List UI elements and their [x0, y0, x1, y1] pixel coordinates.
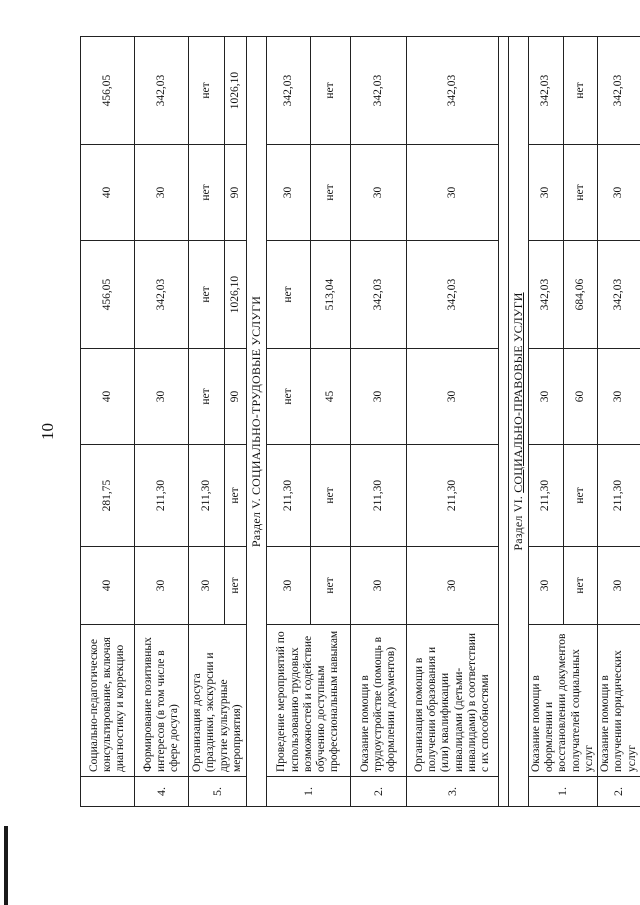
cell-value: нет: [311, 547, 351, 625]
service-name: Организация досуга (праздники, экскурсии и другие культурные мероприятия): [189, 625, 247, 777]
cell-value: 342,03: [351, 241, 407, 349]
cell-value: 342,03: [598, 241, 640, 349]
cell-value: 342,03: [529, 37, 564, 145]
cell-value: 90: [225, 349, 247, 445]
cell-value: 40: [81, 547, 135, 625]
cell-value: нет: [563, 547, 598, 625]
row-number: 2.: [598, 777, 640, 807]
cell-value: 30: [407, 547, 499, 625]
cell-value: нет: [189, 349, 225, 445]
service-name: Организация помощи в получении образования и (или) квалификации инвалидами (детьми-инвалидами) в соответствии с их способностями: [407, 625, 499, 777]
cell-value: 30: [407, 145, 499, 241]
service-name: Социально-педагогическое консультирование, включая диагностику и коррекцию: [81, 625, 135, 777]
spacer-row: [499, 37, 509, 807]
cell-value: 211,30: [351, 445, 407, 547]
table-row: [81, 37, 135, 807]
section-prefix: Раздел VI.: [510, 492, 525, 551]
page-number: 10: [38, 423, 57, 440]
row-number: 2.: [351, 777, 407, 807]
cell-value: 342,03: [407, 241, 499, 349]
cell-value: 211,30: [189, 445, 225, 547]
cell-value: 30: [598, 349, 640, 445]
cell-value: 30: [351, 547, 407, 625]
scan-edge-mark: [4, 826, 8, 905]
cell-value: нет: [311, 145, 351, 241]
table-row: [598, 37, 640, 807]
section-title: [509, 37, 529, 807]
cell-value: 211,30: [267, 445, 311, 547]
cell-value: 1026,10: [225, 37, 247, 145]
cell-value: 342,03: [267, 37, 311, 145]
cell-value: 456,05: [81, 241, 135, 349]
cell-value: нет: [189, 37, 225, 145]
cell-value: 342,03: [135, 241, 189, 349]
cell-value: 60: [563, 349, 598, 445]
cell-value: нет: [189, 145, 225, 241]
services-tariff-table: [80, 36, 640, 807]
rotated-table-container: [80, 37, 638, 807]
row-number: 5.: [189, 777, 247, 807]
table-row: [267, 37, 311, 807]
cell-value: нет: [267, 241, 311, 349]
cell-value: 30: [135, 349, 189, 445]
cell-value: 30: [351, 145, 407, 241]
cell-value: 30: [529, 349, 564, 445]
cell-value: нет: [225, 547, 247, 625]
cell-value: 684,06: [563, 241, 598, 349]
section-header-row: [247, 37, 267, 807]
table-row: [407, 37, 499, 807]
cell-value: нет: [563, 145, 598, 241]
table-row: [135, 37, 189, 807]
table-row: [529, 37, 564, 807]
cell-value: 30: [189, 547, 225, 625]
cell-value: 211,30: [529, 445, 564, 547]
cell-value: 513,04: [311, 241, 351, 349]
cell-value: нет: [563, 445, 598, 547]
cell-value: 30: [135, 547, 189, 625]
cell-value: 342,03: [407, 37, 499, 145]
cell-value: 90: [225, 145, 247, 241]
row-number: 1.: [529, 777, 598, 807]
section-name: СОЦИАЛЬНО-ПРАВОВЫЕ УСЛУГИ: [510, 292, 525, 493]
cell-value: 342,03: [351, 37, 407, 145]
row-number: 1.: [267, 777, 351, 807]
spacer-cell: [499, 37, 509, 807]
cell-value: 30: [529, 547, 564, 625]
cell-value: 342,03: [598, 37, 640, 145]
cell-value: 30: [351, 349, 407, 445]
cell-value: 1026,10: [225, 241, 247, 349]
cell-value: нет: [563, 37, 598, 145]
cell-value: 30: [267, 145, 311, 241]
table-row: [351, 37, 407, 807]
service-name: Формирование позитивных интересов (в том числе в сфере досуга): [135, 625, 189, 777]
service-name: Оказание помощи в оформлении и восстановлении документов получателей социальных услуг: [529, 625, 598, 777]
cell-value: 211,30: [407, 445, 499, 547]
cell-value: 45: [311, 349, 351, 445]
cell-value: 211,30: [135, 445, 189, 547]
cell-value: 342,03: [529, 241, 564, 349]
section-title: [247, 37, 267, 807]
cell-value: 40: [81, 145, 135, 241]
cell-value: 211,30: [598, 445, 640, 547]
cell-value: 40: [81, 349, 135, 445]
cell-value: 30: [407, 349, 499, 445]
cell-value: 30: [267, 547, 311, 625]
section-header-row: [509, 37, 529, 807]
cell-value: нет: [311, 37, 351, 145]
cell-value: 30: [135, 145, 189, 241]
row-number: [81, 777, 135, 807]
row-number: 4.: [135, 777, 189, 807]
section-name: СОЦИАЛЬНО-ТРУДОВЫЕ УСЛУГИ: [248, 295, 263, 496]
cell-value: 30: [529, 145, 564, 241]
service-name: Проведение мероприятий по использованию трудовых возможностей и содействие обучению доступным профессиональным навыкам: [267, 625, 351, 777]
cell-value: 30: [598, 547, 640, 625]
cell-value: нет: [311, 445, 351, 547]
cell-value: 30: [598, 145, 640, 241]
cell-value: 281,75: [81, 445, 135, 547]
cell-value: нет: [189, 241, 225, 349]
cell-value: 456,05: [81, 37, 135, 145]
table-row: [189, 37, 225, 807]
service-name: Оказание помощи в трудоустройстве (помощь в оформлении документов): [351, 625, 407, 777]
section-prefix: Раздел V.: [248, 495, 263, 548]
cell-value: 342,03: [135, 37, 189, 145]
service-name: Оказание помощи в получении юридических услуг: [598, 625, 640, 777]
cell-value: нет: [225, 445, 247, 547]
row-number: 3.: [407, 777, 499, 807]
cell-value: нет: [267, 349, 311, 445]
